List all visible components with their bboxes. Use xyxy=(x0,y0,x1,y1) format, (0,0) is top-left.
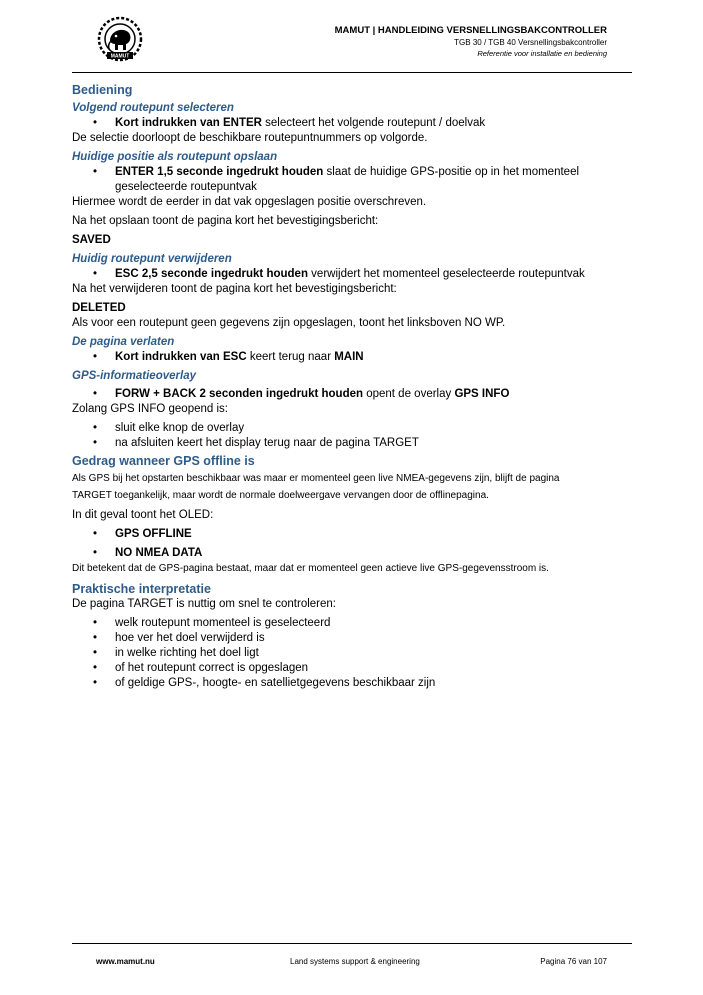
list-verlaten xyxy=(72,350,632,365)
paragraph: De pagina TARGET is nuttig om snel te controleren: xyxy=(72,598,336,610)
paragraph: Als GPS bij het opstarten beschikbaar was maar er momenteel geen live NMEA-gegevens zijn, blijft de pagina xyxy=(72,473,560,484)
paragraph: Zolang GPS INFO geopend is: xyxy=(72,403,228,415)
list-item: • ESC 2,5 seconde ingedrukt houden verwijdert het momenteel geselecteerde routepuntvak xyxy=(93,268,585,280)
subheading-gps-overlay: GPS-informatieoverlay xyxy=(72,370,196,382)
paragraph: TARGET toegankelijk, maar wordt de normale doelweergave vervangen door de offlinepagina. xyxy=(72,490,489,501)
list-item: • Kort indrukken van ESC keert terug naar MAIN xyxy=(93,351,364,363)
list-overlay-behaviour xyxy=(72,421,632,451)
subheading-pagina-verlaten: De pagina verlaten xyxy=(72,336,175,348)
footer-website-link[interactable]: www.mamut.nu xyxy=(96,957,155,966)
page-header xyxy=(0,0,703,73)
list-item: • in welke richting het doel ligt xyxy=(93,647,259,659)
list-praktisch xyxy=(72,616,632,691)
footer-tagline: Land systems support & engineering xyxy=(290,957,420,966)
document-subtitle: TGB 30 / TGB 40 Versnellingsbakcontroller xyxy=(454,38,607,47)
document-title: MAMUT | HANDLEIDING VERSNELLINGSBAKCONTROLLER xyxy=(334,25,607,36)
paragraph: De selectie doorloopt de beschikbare routepuntnummers op volgorde. xyxy=(72,132,428,144)
list-item: • hoe ver het doel verwijderd is xyxy=(93,632,265,644)
list-item: • NO NMEA DATA xyxy=(93,547,203,559)
section-heading-bediening: Bediening xyxy=(72,83,133,97)
paragraph: Hiermee wordt de eerder in dat vak opgeslagen positie overschreven. xyxy=(72,196,427,208)
paragraph: Dit betekent dat de GPS-pagina bestaat, maar dat er momenteel geen actieve live GPS-gegevensstroom is. xyxy=(72,563,549,574)
mamut-logo xyxy=(96,16,144,64)
header-divider xyxy=(72,72,632,73)
list-item: • ENTER 1,5 seconde ingedrukt houden slaat de huidige GPS-positie op in het momenteel geselecteerde routepuntvak xyxy=(93,166,580,193)
list-overlay xyxy=(72,387,632,402)
list-item: • na afsluiten keert het display terug naar de pagina TARGET xyxy=(93,437,419,449)
subheading-volgend-routepunt: Volgend routepunt selecteren xyxy=(72,102,234,114)
section-heading-gps-offline: Gedrag wanneer GPS offline is xyxy=(72,454,255,468)
confirmation-message: SAVED xyxy=(72,234,111,246)
list-item: • sluit elke knop de overlay xyxy=(93,422,245,434)
list-huidige xyxy=(72,165,632,195)
list-volgend xyxy=(72,116,632,131)
logo-text: MAMUT xyxy=(110,53,130,60)
list-item: • of geldige GPS-, hoogte- en satellietgegevens beschikbaar zijn xyxy=(93,677,436,689)
list-item: • GPS OFFLINE xyxy=(93,528,192,540)
confirmation-message: DELETED xyxy=(72,302,126,314)
document-reference: Referentie voor installatie en bediening xyxy=(477,49,607,58)
section-heading-praktische-interpretatie: Praktische interpretatie xyxy=(72,582,211,596)
list-offline-messages xyxy=(72,527,632,561)
page-number: Pagina 76 van 107 xyxy=(540,957,607,966)
paragraph: In dit geval toont het OLED: xyxy=(72,509,214,521)
paragraph: Na het opslaan toont de pagina kort het bevestigingsbericht: xyxy=(72,215,379,227)
list-verwijderen xyxy=(72,267,632,282)
list-item: • FORW + BACK 2 seconden ingedrukt houden opent de overlay GPS INFO xyxy=(93,388,510,400)
footer-divider xyxy=(72,943,632,944)
list-item: • Kort indrukken van ENTER selecteert het volgende routepunt / doelvak xyxy=(93,117,486,129)
list-item: • welk routepunt momenteel is geselecteerd xyxy=(93,617,331,629)
subheading-huidige-positie: Huidige positie als routepunt opslaan xyxy=(72,151,278,163)
paragraph: Na het verwijderen toont de pagina kort het bevestigingsbericht: xyxy=(72,283,397,295)
paragraph: Als voor een routepunt geen gegevens zijn opgeslagen, toont het linksboven NO WP. xyxy=(72,317,506,329)
subheading-routepunt-verwijderen: Huidig routepunt verwijderen xyxy=(72,253,232,265)
list-item: • of het routepunt correct is opgeslagen xyxy=(93,662,309,674)
page-content xyxy=(72,82,632,691)
